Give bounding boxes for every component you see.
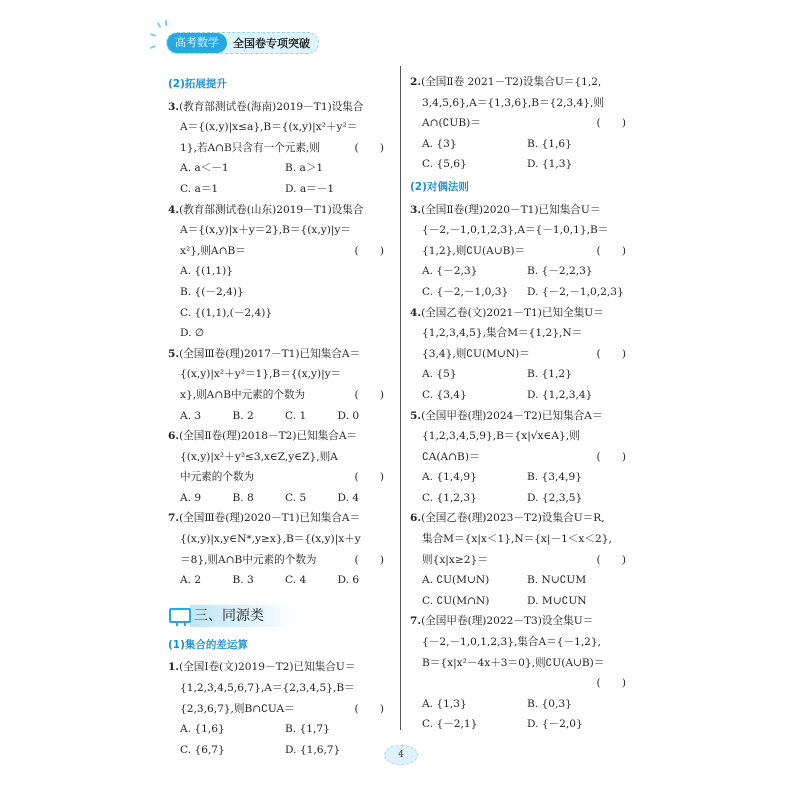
question-text: 中元素的个数为: [180, 471, 255, 484]
question-item: [168, 344, 390, 426]
question-text: 3,4,5,6},A＝{1,3,6},B＝{2,3,4},则: [422, 96, 604, 109]
answer-option: A. ∁U(M∪N): [422, 574, 490, 587]
question-text: A＝{(x,y)|x＋y＝2},B＝{(x,y)|y＝: [180, 224, 351, 237]
answer-option: D. {1,6,7}: [285, 743, 341, 756]
answer-blank: ( ): [596, 244, 626, 257]
answer-options: [168, 570, 390, 591]
question-text-line: [168, 467, 390, 488]
question-text: A＝{(x,y)|x≤a},B＝{(x,y)|x²＋y²＝: [180, 121, 358, 134]
question-text: {(x,y)|x²＋y²＝1},B＝{(x,y)|y＝: [180, 368, 342, 381]
question-text-line: [410, 220, 632, 241]
question-text: {2,3,6,7},则B∩∁UA＝: [180, 702, 295, 715]
answer-options: [410, 134, 632, 175]
answer-option: B. {1,6}: [527, 137, 572, 150]
question-text: (教育部测试卷(海南)2019－T1)设集合: [179, 100, 364, 113]
answer-options: [168, 158, 390, 199]
question-text-line: [168, 138, 390, 159]
subsection-heading: (1)集合的差运算: [168, 638, 248, 651]
question-text: B＝{x|x²－4x＋3＝0},则∁U(A∪B)＝: [422, 656, 605, 669]
answer-option: A. a＜－1: [180, 162, 229, 175]
question-text-line: [168, 117, 390, 138]
question-text: (全国Ⅱ卷(理)2018－T2)已知集合A＝: [179, 430, 358, 443]
question-text-line: [168, 364, 390, 385]
answer-option: D. M∪∁UN: [527, 594, 587, 607]
question-text-line: [410, 653, 632, 674]
answer-option: B. {1,7}: [285, 723, 330, 736]
question-text: x},则A∩B中元素的个数为: [180, 388, 306, 401]
answer-options: [168, 261, 390, 343]
question-text-line: [410, 529, 632, 550]
answer-option: D. {－2,－1,0,2,3}: [527, 285, 624, 298]
question-text: {－2,－1,0,1,2,3},A＝{－1,0,1},B＝: [422, 224, 609, 237]
question-item: [410, 72, 632, 175]
question-text: (全国乙卷(文)2021－T1)已知全集U＝: [421, 306, 604, 319]
answer-option: D. 6: [337, 574, 360, 587]
question-text: ＝8},则A∩B中元素的个数为: [180, 553, 317, 566]
question-text: 集合M＝{x|x＜1},N＝{x|－1＜x＜2},: [422, 533, 612, 546]
question-list: [410, 200, 632, 735]
series-title: 全国卷专项突破: [233, 37, 310, 50]
question-number: 4.: [410, 306, 422, 319]
question-text: {(x,y)|x,y∈N*,y≥x},B＝{(x,y)|x＋y: [180, 533, 361, 546]
question-text-line: [410, 611, 632, 632]
answer-option: C. {1,2,3}: [422, 491, 477, 504]
answer-option: A. {1,3}: [422, 697, 467, 710]
question-text: {3,4},则∁U(M∪N)＝: [422, 347, 530, 360]
question-text: {1,2,3,4,5,6,7},A＝{2,3,4,5},B＝: [180, 682, 355, 695]
question-item: [410, 303, 632, 406]
answer-options: [410, 261, 632, 302]
answer-option: C. 4: [285, 574, 307, 587]
question-list: [410, 72, 632, 175]
answer-option: D. 4: [337, 491, 360, 504]
answer-blank: ( ): [354, 553, 384, 566]
question-text-line: [410, 323, 632, 344]
answer-blank: ( ): [354, 702, 384, 715]
question-number: 7.: [168, 512, 180, 525]
answer-blank: ( ): [596, 677, 626, 690]
answer-option: A. {－2,3}: [422, 265, 478, 278]
answer-option: C. ∁U(M∩N): [422, 594, 490, 607]
question-item: [168, 426, 390, 508]
question-text: (全国乙卷(理)2023－T2)设集合U＝R,: [421, 512, 605, 525]
question-text-line: [410, 632, 632, 653]
answer-option: D. 0: [337, 409, 360, 422]
question-item: [410, 611, 632, 735]
answer-blank: ( ): [354, 388, 384, 401]
question-text-line: [410, 200, 632, 221]
answer-option: C. {－2,－1,0,3}: [422, 285, 509, 298]
answer-blank: ( ): [354, 471, 384, 484]
presentation-board-icon: [168, 607, 190, 625]
question-text: (全国Ⅰ卷(文)2019－T2)已知集合U＝: [179, 661, 356, 674]
answer-option: A. 2: [180, 574, 202, 587]
question-text: (全国甲卷(理)2022－T3)设全集U＝: [421, 615, 594, 628]
answer-option: D. {2,3,5}: [527, 491, 583, 504]
answer-option: A. {5}: [422, 368, 457, 381]
subsection-heading: (2)对偶法则: [410, 180, 469, 193]
answer-option: D. {－2,0}: [527, 718, 583, 731]
answer-option: A. {1,6}: [180, 723, 225, 736]
question-text-line: [168, 699, 390, 720]
page-header: [166, 32, 319, 54]
question-item: [168, 97, 390, 200]
question-text: 则{x|x≥2}＝: [422, 553, 488, 566]
answer-option: B. 3: [232, 574, 254, 587]
question-number: 3.: [168, 100, 180, 113]
question-text: 1},若A∩B只含有一个元素,则: [180, 141, 320, 154]
answer-option: B. {1,2}: [527, 368, 572, 381]
answer-option: A. {(1,1)}: [180, 265, 233, 278]
question-item: [168, 657, 390, 760]
answer-option: B. N∪∁UM: [527, 574, 587, 587]
question-text: x²},则A∩B＝: [180, 244, 246, 257]
answer-option: A. 9: [180, 491, 202, 504]
question-text-line: [410, 113, 632, 134]
answer-option: C. {(1,1),(－2,4)}: [180, 306, 273, 319]
answer-option: A. 3: [180, 409, 202, 422]
question-item: [410, 508, 632, 611]
answer-option: B. {(－2,4)}: [180, 285, 244, 298]
question-number: 6.: [168, 430, 180, 443]
column-divider: [400, 66, 401, 730]
answer-option: B. 8: [232, 491, 254, 504]
answer-options: [410, 364, 632, 405]
answer-option: B. 2: [232, 409, 254, 422]
question-text-line: [168, 447, 390, 468]
answer-option: D. a＝－1: [285, 182, 335, 195]
answer-blank: ( ): [596, 347, 626, 360]
right-column: [410, 72, 632, 735]
answer-option: C. {3,4}: [422, 388, 467, 401]
answer-option: C. 5: [285, 491, 307, 504]
question-text: (全国Ⅲ卷(理)2020－T1)已知集合A＝: [179, 512, 361, 525]
decorative-rays-icon: [154, 22, 174, 52]
question-text-line: [168, 344, 390, 365]
question-text-line: [410, 508, 632, 529]
answer-blank: ( ): [596, 450, 626, 463]
question-text-line: [168, 508, 390, 529]
answer-option: C. a＝1: [180, 182, 219, 195]
question-text-line: [410, 447, 632, 468]
subject-badge: 高考数学: [167, 33, 227, 53]
question-text-line: [168, 385, 390, 406]
answer-option: C. {6,7}: [180, 743, 225, 756]
answer-option: C. {5,6}: [422, 158, 467, 171]
answer-option: D. ∅: [180, 327, 205, 340]
question-text-line: [168, 550, 390, 571]
question-text-line: [168, 426, 390, 447]
question-text-line: [410, 344, 632, 365]
answer-option: B. {－2,2,3}: [527, 265, 593, 278]
question-number: 5.: [410, 409, 422, 422]
section-title: 三、同源类: [190, 605, 294, 627]
answer-option: D. {1,2,3,4}: [527, 388, 593, 401]
answer-blank: ( ): [354, 141, 384, 154]
question-text-line: [410, 241, 632, 262]
question-text: {－2,－1,0,1,2,3},集合A＝{－1,2},: [422, 636, 602, 649]
answer-options: [410, 467, 632, 508]
answer-blank: ( ): [354, 244, 384, 257]
question-text-line: [168, 678, 390, 699]
question-text-line: [168, 657, 390, 678]
question-text-line: [168, 97, 390, 118]
answer-options: [410, 694, 632, 735]
question-item: [168, 508, 390, 590]
question-text-line: [168, 200, 390, 221]
question-item: [168, 200, 390, 344]
answer-option: B. {0,3}: [527, 697, 572, 710]
question-text: (全国Ⅲ卷(理)2017－T1)已知集合A＝: [179, 347, 361, 360]
section-header: [168, 605, 390, 627]
answer-option: A. {1,4,9}: [422, 471, 477, 484]
question-text: (教育部测试卷(山东)2019－T1)设集合: [179, 203, 364, 216]
question-text: ∁A(A∩B)＝: [422, 450, 480, 463]
question-text-line: [410, 72, 632, 93]
question-text: {1,2},则∁U(A∪B)＝: [422, 244, 526, 257]
question-number: 1.: [168, 661, 180, 674]
answer-blank: ( ): [596, 553, 626, 566]
question-text-line: [410, 550, 632, 571]
question-text-line: [410, 93, 632, 114]
question-text: A∩(∁UB)＝: [422, 117, 481, 130]
question-text-line: [168, 529, 390, 550]
answer-option: C. {－2,1}: [422, 718, 478, 731]
answer-option: B. a＞1: [285, 162, 324, 175]
question-list: [168, 97, 390, 591]
question-item: [410, 406, 632, 509]
question-number: 2.: [410, 76, 422, 88]
answer-options: [410, 570, 632, 611]
answer-option: A. {3}: [422, 137, 457, 150]
answer-option: D. {1,3}: [527, 158, 573, 171]
question-text-line: [410, 406, 632, 427]
question-text: (全国甲卷(理)2024－T2)已知集合A＝: [421, 409, 603, 422]
question-number: 4.: [168, 203, 180, 216]
question-list: [168, 657, 390, 760]
question-text: {1,2,3,4,5},集合M＝{1,2},N＝: [422, 327, 583, 340]
question-number: 5.: [168, 347, 180, 360]
question-text-line: [410, 303, 632, 324]
subsection-heading: (2)拓展提升: [168, 78, 227, 90]
question-number: 3.: [410, 203, 422, 216]
answer-options: [168, 488, 390, 509]
question-text-line: [168, 241, 390, 262]
answer-option: C. 1: [285, 409, 307, 422]
question-number: 6.: [410, 512, 422, 525]
question-text: {1,2,3,4,5,9},B＝{x|√x∈A},则: [422, 430, 580, 443]
question-text: (全国Ⅱ卷 2021－T2)设集合U＝{1,2,: [421, 76, 602, 88]
question-text-line: [168, 220, 390, 241]
question-text: {(x,y)|x²＋y²≤3,x∈Z,y∈Z},则A: [180, 450, 338, 463]
question-text-line: [410, 426, 632, 447]
header-badge: [166, 32, 319, 54]
question-number: 7.: [410, 615, 422, 628]
question-text: (全国Ⅱ卷(理)2020－T1)已知集合U＝: [421, 203, 601, 216]
answer-blank: ( ): [596, 117, 626, 130]
question-item: [410, 200, 632, 303]
answer-option: B. {3,4,9}: [527, 471, 582, 484]
page-number: 4: [384, 745, 418, 765]
left-column: [168, 72, 390, 760]
answer-options: [168, 719, 390, 760]
answer-options: [168, 406, 390, 427]
